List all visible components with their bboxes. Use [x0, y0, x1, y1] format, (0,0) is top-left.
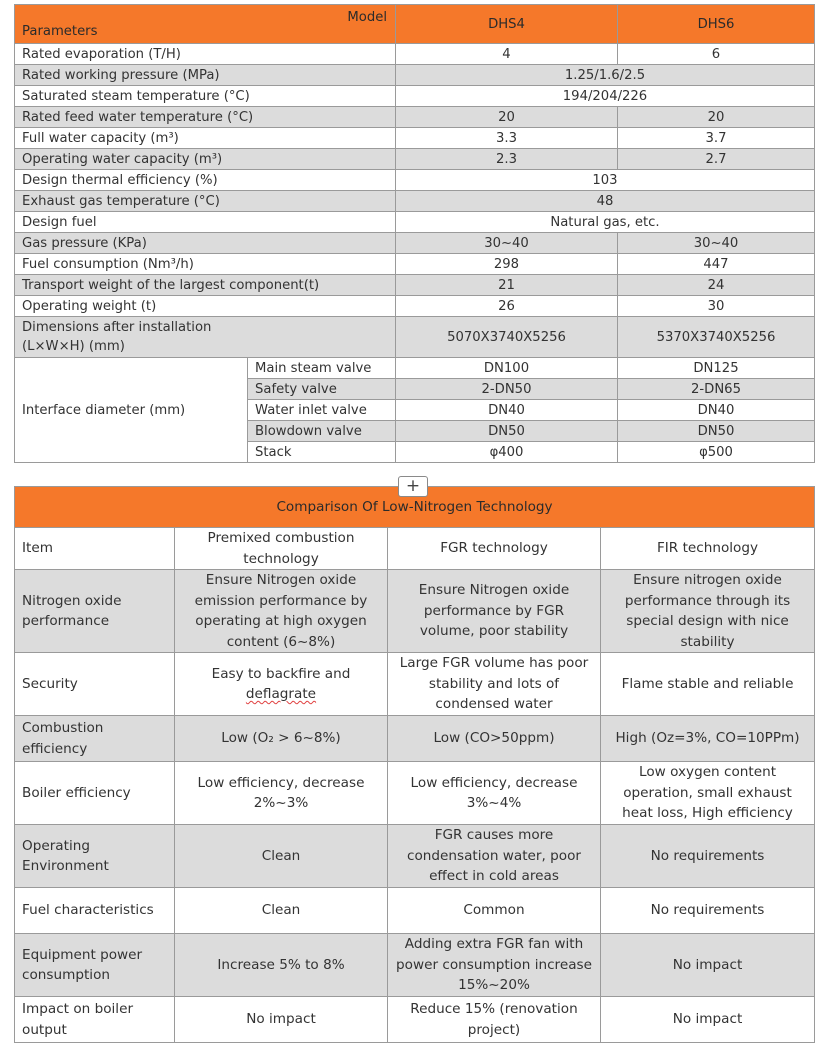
interface-name: Water inlet valve [248, 400, 396, 421]
comparison-header-row [15, 528, 815, 570]
header-corner-cell [15, 5, 396, 44]
param-label: Design fuel [15, 212, 396, 233]
spec-header-row [15, 5, 815, 44]
param-value: 5370X3740X5256 [618, 317, 815, 358]
spec-row [15, 296, 815, 317]
param-value: 24 [618, 275, 815, 296]
param-label: Operating water capacity (m³) [15, 149, 396, 170]
parameters-label: Parameters [22, 24, 98, 39]
param-value: 6 [618, 44, 815, 65]
row-label: Operating Environment [15, 825, 175, 888]
cell-value [175, 653, 388, 716]
row-label: Impact on boiler output [15, 997, 175, 1043]
spec-row [15, 128, 815, 149]
comparison-row [15, 716, 815, 762]
interface-name: Safety valve [248, 379, 396, 400]
cell-value: No impact [175, 997, 388, 1043]
param-value: 447 [618, 254, 815, 275]
comparison-row [15, 653, 815, 716]
param-label: Operating weight (t) [15, 296, 396, 317]
interface-name: Main steam valve [248, 358, 396, 379]
param-label: Exhaust gas temperature (°C) [15, 191, 396, 212]
param-value: Natural gas, etc. [396, 212, 815, 233]
spec-row [15, 254, 815, 275]
cell-value: Ensure Nitrogen oxide emission performance by operating at high oxygen content (6~8%) [175, 570, 388, 653]
param-value: 5070X3740X5256 [396, 317, 618, 358]
comparison-table [14, 486, 815, 1043]
add-row-button[interactable]: + [398, 476, 428, 497]
param-value: 30~40 [618, 233, 815, 254]
row-label: Combustion efficiency [15, 716, 175, 762]
column-header: Item [15, 528, 175, 570]
param-value: 26 [396, 296, 618, 317]
cell-value: Clean [175, 888, 388, 934]
cell-value: No requirements [601, 888, 815, 934]
param-label: Rated evaporation (T/H) [15, 44, 396, 65]
model-header: DHS4 [396, 5, 618, 44]
param-value: 21 [396, 275, 618, 296]
cell-value: Large FGR volume has poor stability and lots of condensed water [388, 653, 601, 716]
comparison-row [15, 934, 815, 997]
cell-value: Low oxygen content operation, small exhaust heat loss, High efficiency [601, 762, 815, 825]
param-value: 194/204/226 [396, 86, 815, 107]
interface-value: DN50 [396, 421, 618, 442]
spec-row [15, 191, 815, 212]
param-value: 48 [396, 191, 815, 212]
param-label: Gas pressure (KPa) [15, 233, 396, 254]
param-value: 3.7 [618, 128, 815, 149]
cell-value: Increase 5% to 8% [175, 934, 388, 997]
column-header: FGR technology [388, 528, 601, 570]
interface-value: DN50 [618, 421, 815, 442]
param-value: 4 [396, 44, 618, 65]
cell-value: Ensure nitrogen oxide performance through its special design with nice stability [601, 570, 815, 653]
param-value: 103 [396, 170, 815, 191]
spec-row-dimensions [15, 317, 815, 358]
cell-value: FGR causes more condensation water, poor effect in cold areas [388, 825, 601, 888]
cell-value: Common [388, 888, 601, 934]
interface-value: DN40 [396, 400, 618, 421]
cell-value: High (Oz=3%, CO=10PPm) [601, 716, 815, 762]
comparison-title: Comparison Of Low-Nitrogen Technology [15, 487, 815, 528]
param-value: 20 [618, 107, 815, 128]
param-label: Fuel consumption (Nm³/h) [15, 254, 396, 275]
param-label: Rated feed water temperature (°C) [15, 107, 396, 128]
spellcheck-word: deflagrate [245, 686, 317, 702]
param-value: 298 [396, 254, 618, 275]
row-label: Security [15, 653, 175, 716]
row-label: Nitrogen oxide performance [15, 570, 175, 653]
param-label: Rated working pressure (MPa) [15, 65, 396, 86]
column-header: Premixed combustion technology [175, 528, 388, 570]
param-value: 2.7 [618, 149, 815, 170]
param-label: Saturated steam temperature (°C) [15, 86, 396, 107]
param-label [15, 317, 396, 358]
spec-row [15, 170, 815, 191]
interface-value: φ400 [396, 442, 618, 463]
interface-value: 2-DN50 [396, 379, 618, 400]
row-label: Equipment power consumption [15, 934, 175, 997]
spec-row [15, 107, 815, 128]
comparison-row [15, 762, 815, 825]
model-label: Model [347, 10, 387, 25]
param-value: 2.3 [396, 149, 618, 170]
cell-value: Ensure Nitrogen oxide performance by FGR volume, poor stability [388, 570, 601, 653]
cell-value: Low (O₂ > 6~8%) [175, 716, 388, 762]
interface-label: Interface diameter (mm) [15, 358, 248, 463]
comparison-row [15, 570, 815, 653]
interface-row [15, 358, 815, 379]
interface-name: Stack [248, 442, 396, 463]
spec-row [15, 44, 815, 65]
dimensions-label-line1: Dimensions after installation [22, 320, 212, 335]
param-value: 3.3 [396, 128, 618, 149]
param-label: Full water capacity (m³) [15, 128, 396, 149]
param-value: 20 [396, 107, 618, 128]
cell-value: Low efficiency, decrease 2%~3% [175, 762, 388, 825]
param-value: 30~40 [396, 233, 618, 254]
comparison-row [15, 997, 815, 1043]
spec-row [15, 149, 815, 170]
cell-value: No impact [601, 997, 815, 1043]
param-value: 30 [618, 296, 815, 317]
interface-value: 2-DN65 [618, 379, 815, 400]
comparison-row [15, 825, 815, 888]
comparison-row [15, 888, 815, 934]
param-label: Design thermal efficiency (%) [15, 170, 396, 191]
cell-value: No requirements [601, 825, 815, 888]
dimensions-label-line2: (L×W×H) (mm) [22, 339, 125, 354]
spec-row [15, 233, 815, 254]
cell-value: Clean [175, 825, 388, 888]
row-label: Boiler efficiency [15, 762, 175, 825]
interface-value: φ500 [618, 442, 815, 463]
model-header: DHS6 [618, 5, 815, 44]
param-label: Transport weight of the largest component(t) [15, 275, 396, 296]
cell-value: Low (CO>50ppm) [388, 716, 601, 762]
cell-value: Adding extra FGR fan with power consumption increase 15%~20% [388, 934, 601, 997]
param-value: 1.25/1.6/2.5 [396, 65, 815, 86]
column-header: FIR technology [601, 528, 815, 570]
cell-value: Low efficiency, decrease 3%~4% [388, 762, 601, 825]
cell-value: Reduce 15% (renovation project) [388, 997, 601, 1043]
interface-value: DN100 [396, 358, 618, 379]
cell-value: No impact [601, 934, 815, 997]
interface-value: DN125 [618, 358, 815, 379]
spec-row [15, 275, 815, 296]
spec-row [15, 212, 815, 233]
spec-row [15, 86, 815, 107]
spec-row [15, 65, 815, 86]
spec-table [14, 4, 815, 463]
cell-value: Flame stable and reliable [601, 653, 815, 716]
row-label: Fuel characteristics [15, 888, 175, 934]
interface-value: DN40 [618, 400, 815, 421]
cell-text: Easy to backfire and [211, 665, 351, 682]
interface-name: Blowdown valve [248, 421, 396, 442]
